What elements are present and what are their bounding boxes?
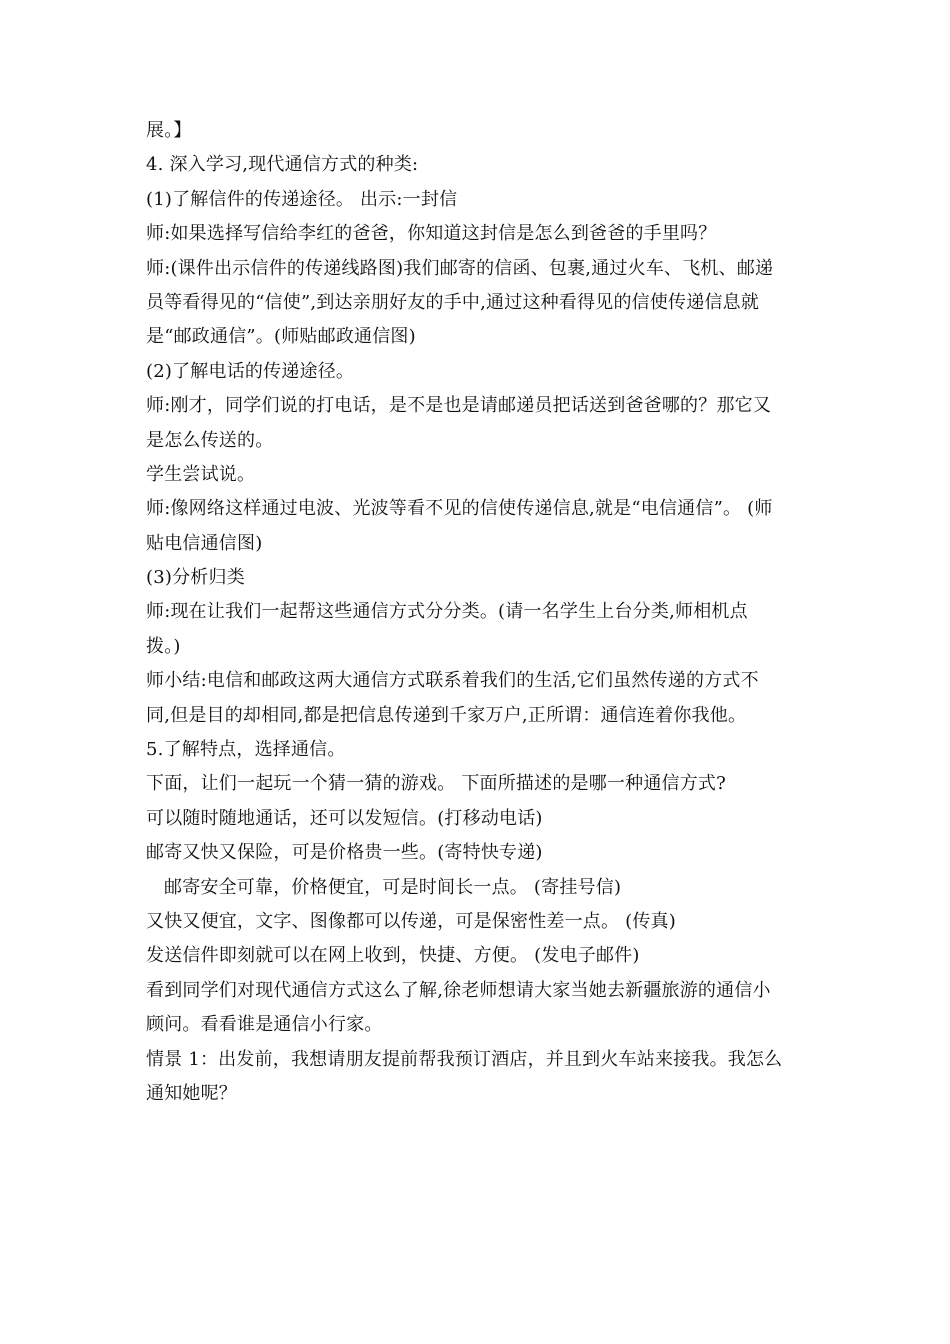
text-line: 学生尝试说。 (146, 463, 256, 485)
text-line: 同,但是目的却相同,都是把信息传递到千家万户,正所谓：通信连着你我他。 (146, 704, 747, 726)
text-line: 师:像网络这样通过电波、光波等看不见的信使传递信息,就是“电信通信”。 (师 (146, 498, 773, 520)
subsection-heading: (1)了解信件的传递途径。 出示:一封信 (146, 188, 458, 210)
text-line: 师:刚才，同学们说的打电话，是不是也是请邮递员把话送到爸爸哪的？那它又 (146, 395, 772, 417)
text-line: 邮寄又快又保险，可是价格贵一些。(寄特快专递) (146, 842, 543, 864)
section-heading: 5.了解特点，选择通信。 (146, 739, 346, 761)
text-line: 是怎么传送的。 (146, 429, 274, 451)
subsection-heading: (3)分析归类 (146, 567, 245, 589)
section-heading: 4. 深入学习,现代通信方式的种类: (146, 154, 419, 176)
text-line: 情景 1：出发前，我想请朋友提前帮我预订酒店，并且到火车站来接我。我怎么 (146, 1048, 783, 1070)
text-line: 下面，让们一起玩一个猜一猜的游戏。 下面所描述的是哪一种通信方式? (146, 773, 726, 795)
text-line: 邮寄安全可靠，价格便宜，可是时间长一点。 (寄挂号信) (164, 876, 622, 898)
subsection-heading: (2)了解电话的传递途径。 (146, 360, 355, 382)
text-line: 师:(课件出示信件的传递线路图)我们邮寄的信函、包裹,通过火车、飞机、邮递 (146, 257, 774, 279)
text-line: 发送信件即刻就可以在网上收到，快捷、方便。 (发电子邮件) (146, 945, 640, 967)
text-line: 员等看得见的“信使”,到达亲朋好友的手中,通过这种看得见的信使传递信息就 (146, 291, 760, 313)
text-line: 贴电信通信图) (146, 532, 263, 554)
text-line: 拨。) (146, 635, 181, 657)
text-line: 又快又便宜，文字、图像都可以传递，可是保密性差一点。 (传真) (146, 910, 676, 932)
text-line: 看到同学们对现代通信方式这么了解,徐老师想请大家当她去新疆旅游的通信小 (146, 979, 771, 1001)
text-line: 师:现在让我们一起帮这些通信方式分分类。(请一名学生上台分类,师相机点 (146, 601, 748, 623)
text-line: 师小结:电信和邮政这两大通信方式联系着我们的生活,它们虽然传递的方式不 (146, 670, 759, 692)
text-line: 可以随时随地通话，还可以发短信。(打移动电话) (146, 807, 543, 829)
text-line: 是“邮政通信”。(师贴邮政通信图) (146, 326, 416, 348)
text-line: 展。】 (146, 120, 192, 141)
document-body (146, 114, 816, 1111)
text-line: 师:如果选择写信给李红的爸爸，你知道这封信是怎么到爸爸的手里吗？ (146, 223, 717, 245)
text-line: 通知她呢？ (146, 1082, 237, 1104)
text-line: 顾问。看看谁是通信小行家。 (146, 1014, 383, 1036)
